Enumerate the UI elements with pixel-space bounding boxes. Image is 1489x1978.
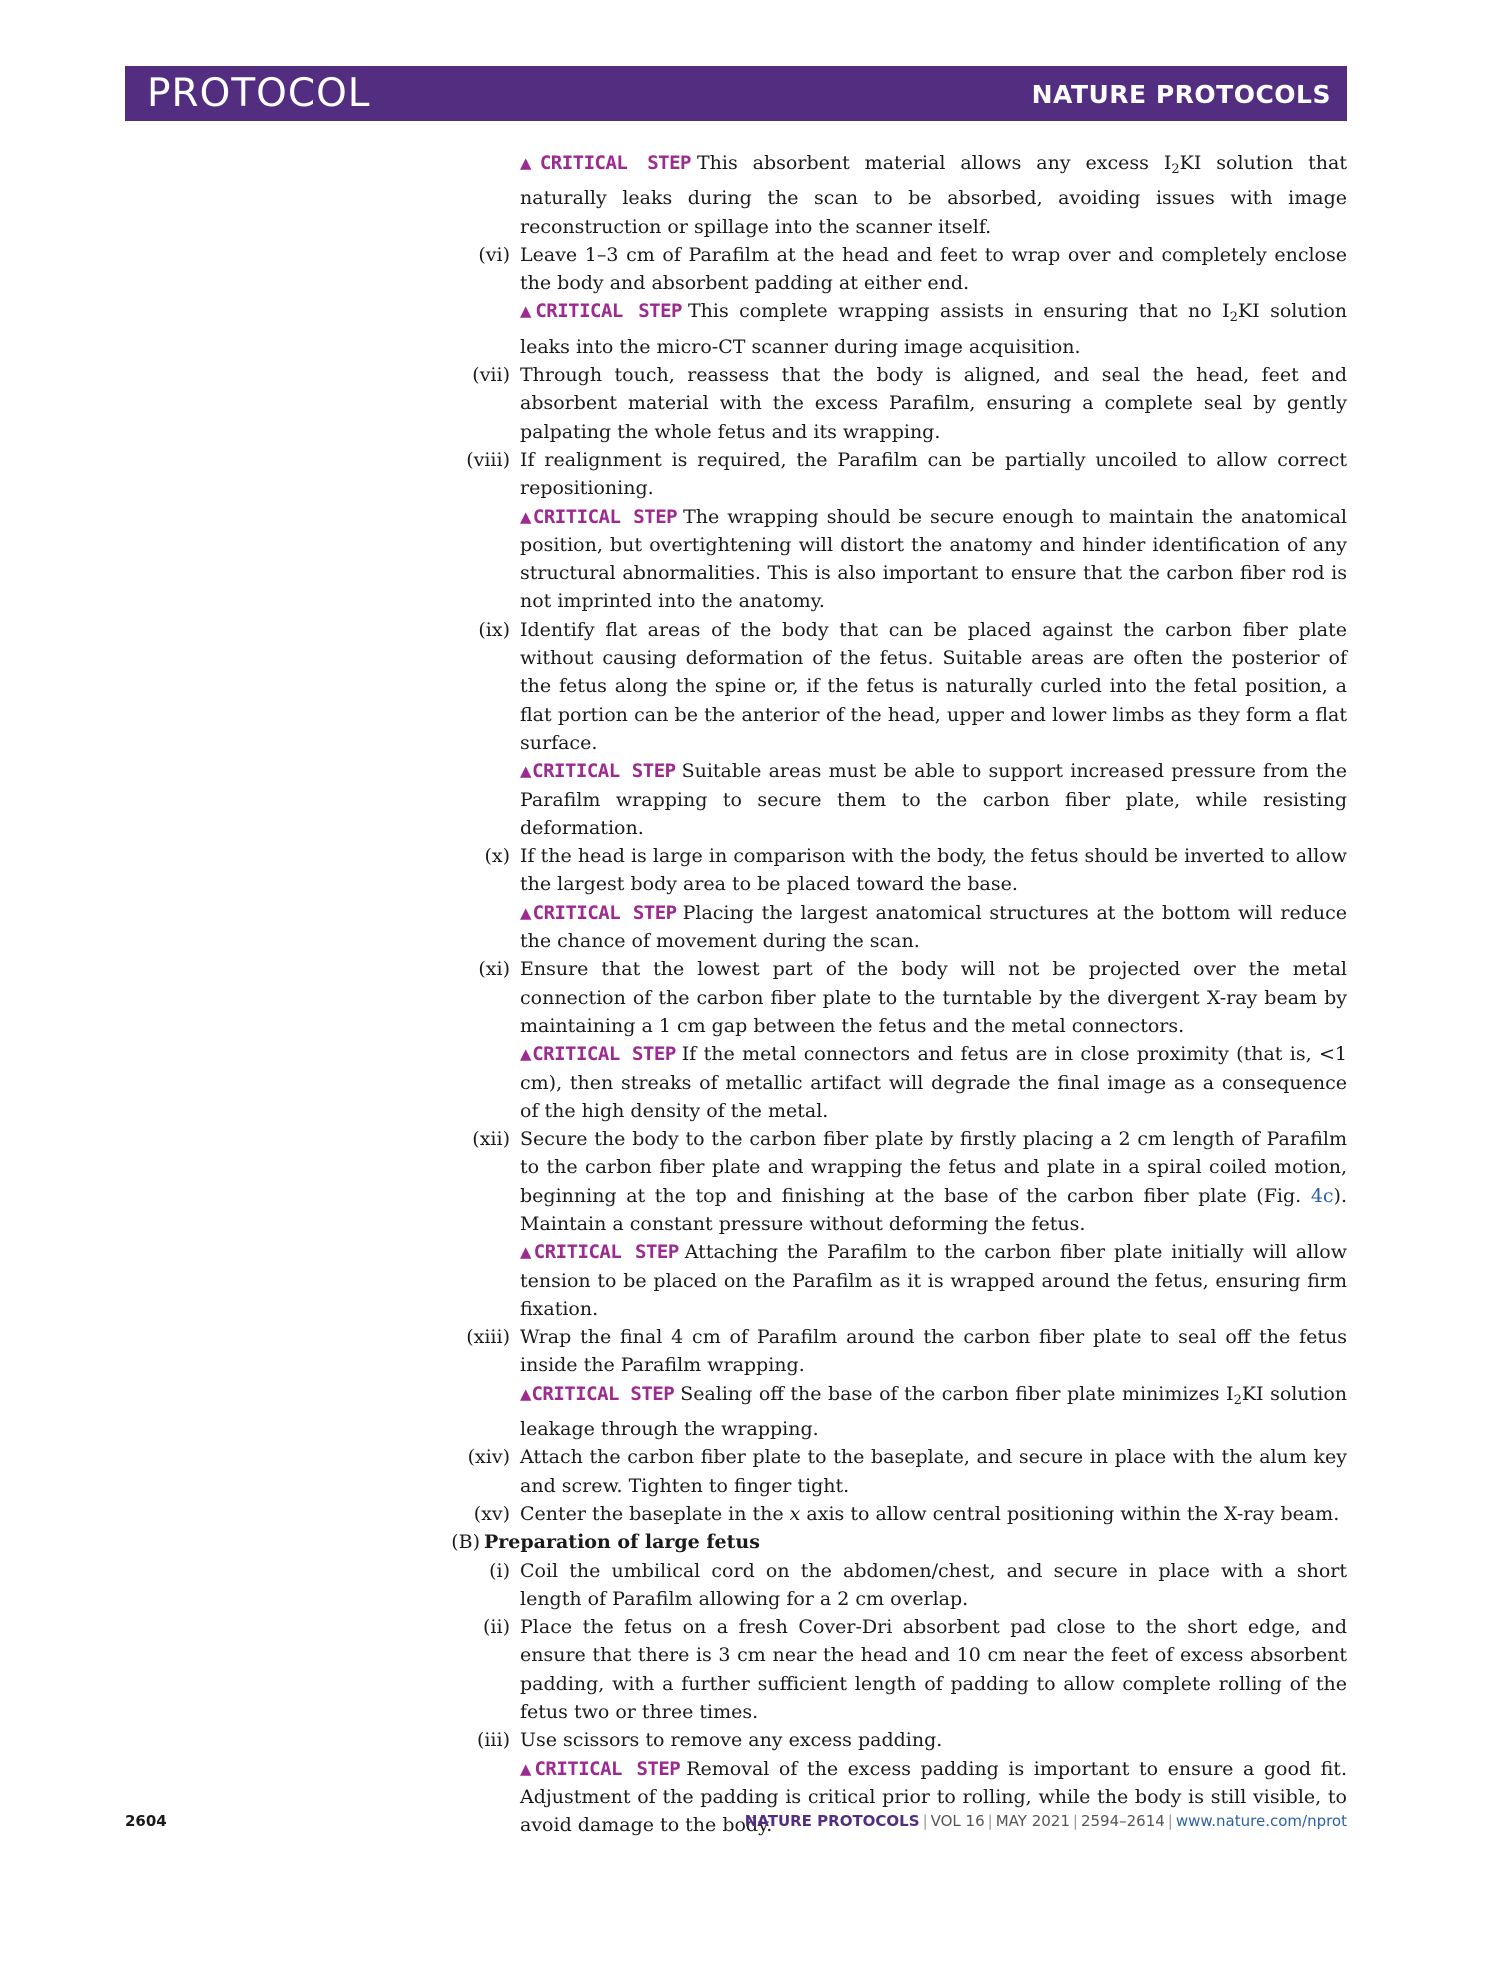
step-text: If realignment is required, the Parafilm can be partially uncoiled to allow correct repositioning. [520,448,1347,500]
step-item [440,616,1347,757]
critical-step [440,297,1347,361]
critical-step [440,757,1347,842]
figure-link[interactable]: 4c [1310,1184,1334,1207]
step-marker: (vi) [478,243,510,266]
step-item [440,241,1347,298]
step-text: Ensure that the lowest part of the body will not be projected over the metal connection of the carbon fiber plate to the turntable by the divergent X-ray beam by maintaining a 1 cm gap between the fetus and the metal connectors. [520,958,1347,1037]
footer-date: MAY 2021 [995,1812,1070,1830]
step-text: Through touch, reassess that the body is aligned, and seal the head, feet and absorbent material with the excess Parafilm, ensuring a complete seal by gently palpating the whole fetus and its wrapping. [520,364,1347,443]
critical-step [440,1380,1347,1444]
critical-step-label: ▲CRITICAL STEP [520,901,677,924]
step-marker: (xi) [478,958,510,981]
subscript: 2 [1229,310,1238,326]
subscript: 2 [1171,162,1180,177]
step-item [440,446,1347,503]
critical-step-label: ▲CRITICAL STEP [520,1241,679,1264]
step-text: Preparation of large fetus [484,1531,760,1554]
step-text: If the head is large in comparison with the body, the fetus should be inverted to allow the largest body area to be placed toward the base. [520,845,1347,896]
critical-step-text: This absorbent material allows any excess I [696,152,1172,174]
step-text: Attach the carbon fiber plate to the baseplate, and secure in place with the alum key and screw. Tighten to finger tight. [520,1446,1347,1497]
step-item [440,1500,1347,1528]
critical-step-text: Sealing off the base of the carbon fiber plate minimizes I [680,1382,1234,1405]
footer-journal: NATURE PROTOCOLS [744,1812,920,1830]
critical-step-label: ▲CRITICAL STEP [520,300,682,323]
step-marker: (xii) [472,1128,510,1151]
step-item [440,1443,1347,1500]
step-item [440,1613,1347,1726]
critical-step-text: KI solution that naturally leaks during the scan to be absorbed, avoiding issues with image reconstruction or spillage into the scanner itself. [520,152,1347,238]
critical-step-label: ▲CRITICAL STEP [520,1382,675,1405]
critical-step-text: KI solution leakage through the wrapping. [520,1382,1347,1441]
footer-url[interactable]: www.nature.com/nprot [1175,1812,1347,1830]
critical-step [440,503,1347,616]
step-marker: (ix) [478,618,510,641]
footer-volume: VOL 16 [930,1812,985,1830]
step-text: Place the fetus on a fresh Cover-Dri absorbent pad close to the short edge, and ensure that there is 3 cm near the head and 10 cm near the feet of excess absorbent padding, with a further sufficient length of padding to allow complete rolling of the fetus two or three times. [520,1616,1347,1724]
step-marker: (xv) [473,1502,510,1525]
section-label: PROTOCOL [147,71,371,116]
critical-step-label: ▲CRITICAL STEP [520,1757,681,1780]
step-item [440,842,1347,899]
step-text: Center the baseplate in the [520,1502,790,1525]
step-text: Leave 1–3 cm of Parafilm at the head and feet to wrap over and completely enclose the body and absorbent padding at either end. [520,243,1347,295]
step-marker: (vii) [472,364,510,387]
step-item [440,1125,1347,1238]
step-text: Identify flat areas of the body that can be placed against the carbon fiber plate without causing deformation of the fetus. Suitable areas are often the posterior of the fetus along the spine or, if the fetus is naturally curled into the fetal position, a flat portion can be the anterior of the head, upper and lower limbs as they form a flat surface. [520,618,1347,754]
protocol-body [440,149,1347,1840]
critical-step-text: If the metal connectors and fetus are in close proximity (that is, <1 cm), then streaks of metallic artifact will degrade the final image as a consequence of the high density of the metal. [520,1043,1347,1122]
page-number: 2604 [125,1812,167,1830]
step-marker: (xiv) [467,1446,510,1469]
step-item [440,1323,1347,1380]
step-item [440,1557,1347,1614]
critical-step-text: Attaching the Parafilm to the carbon fiber plate initially will allow tension to be placed on the Parafilm as it is wrapped around the fetus, ensuring firm fixation. [520,1241,1347,1320]
step-text: ). Maintain a constant pressure without deforming the fetus. [520,1184,1347,1235]
step-marker: (xiii) [466,1326,510,1349]
critical-step-label: ▲CRITICAL STEP [520,760,676,783]
header-banner [125,66,1347,121]
subscript: 2 [1233,1392,1242,1408]
step-marker: (viii) [466,448,510,471]
step-marker: (ii) [483,1616,510,1639]
critical-step [440,1238,1347,1323]
critical-step-text: Placing the largest anatomical structures at the bottom will reduce the chance of movement during the scan. [520,901,1347,953]
step-text: Secure the body to the carbon fiber plate by firstly placing a 2 cm length of Parafilm to the carbon fiber plate and wrapping the fetus and plate in a spiral coiled motion, beginning at the top and finishing at the base of the carbon fiber plate (Fig. [520,1128,1347,1207]
footer-citation: NATURE PROTOCOLS | VOL 16 | MAY 2021 | 2594–2614 | www.nature.com/nprot [744,1812,1347,1830]
critical-step-text: The wrapping should be secure enough to maintain the anatomical position, but overtightening will distort the anatomy and hinder identification of any structural abnormalities. This is also important to ensure that the carbon fiber rod is not imprinted into the anatomy. [520,505,1347,613]
critical-step [440,149,1347,241]
step-marker: (iii) [476,1729,510,1752]
critical-step-label: ▲CRITICAL STEP [520,1043,676,1066]
critical-step [440,899,1347,956]
critical-step-text: Removal of the excess padding is important to ensure a good fit. Adjustment of the padding is critical prior to rolling, while the body is still visible, to avoid damage to the body. [520,1757,1347,1837]
step-item [440,1726,1347,1754]
step-text: Use scissors to remove any excess padding. [520,1729,943,1752]
step-item [440,361,1347,446]
critical-step-label: ▲CRITICAL STEP [520,152,691,174]
section-heading [440,1528,1347,1556]
step-text: Coil the umbilical cord on the abdomen/chest, and secure in place with a short length of Parafilm allowing for a 2 cm overlap. [520,1559,1347,1610]
step-marker: (x) [484,845,510,868]
critical-step-label: ▲CRITICAL STEP [520,505,678,528]
critical-step-text: This complete wrapping assists in ensuring that no I [687,300,1230,323]
step-marker: (B) [451,1531,480,1554]
footer-pages: 2594–2614 [1080,1812,1165,1830]
critical-step-text: Suitable areas must be able to support increased pressure from the Parafilm wrapping to secure them to the carbon fiber plate, while resisting deformation. [520,760,1347,839]
italic-var: x [789,1502,801,1525]
step-item [440,955,1347,1040]
step-marker: (i) [489,1559,510,1582]
critical-step-text: KI solution leaks into the micro-CT scanner during image acquisition. [520,300,1347,358]
journal-name: NATURE PROTOCOLS [1031,80,1331,109]
step-text: axis to allow central positioning within the X-ray beam. [800,1502,1340,1525]
critical-step [440,1040,1347,1125]
step-text: Wrap the final 4 cm of Parafilm around the carbon fiber plate to seal off the fetus inside the Parafilm wrapping. [520,1326,1347,1377]
